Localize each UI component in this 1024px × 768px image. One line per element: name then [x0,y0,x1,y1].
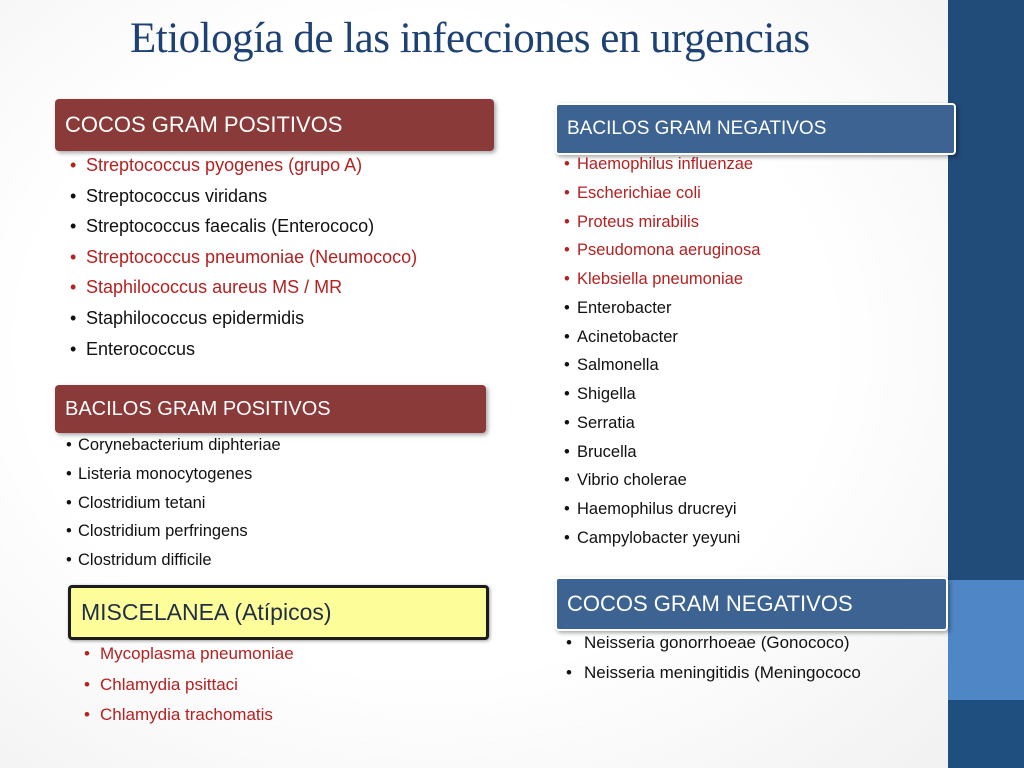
bullet-icon: • [70,246,77,267]
sidebar-dark-band [948,0,1024,580]
list-item-text: Campylobacter yeyuni [577,528,741,547]
list-item [70,247,417,278]
bullet-icon: • [66,493,72,512]
section-header-label: COCOS GRAM POSITIVOS [65,112,343,137]
list-item [564,356,760,385]
list-item-text: Chlamydia trachomatis [100,705,273,725]
list-item-text: Streptococcus pneumoniae (Neumococo) [86,246,418,267]
bullet-icon: • [66,464,72,483]
cocos-gram-negativos-list [566,633,861,692]
list-item [564,471,760,500]
cocos-gram-positivos-header [55,99,494,151]
miscelanea-header [68,585,489,640]
list-item-text: Clostridum difficile [78,551,212,570]
bullet-icon: • [564,442,570,461]
list-item-text: Corynebacterium diphteriae [78,436,281,454]
bullet-icon: • [66,436,72,454]
list-item-text: Clostridium perfringens [78,522,248,541]
list-item [564,443,760,472]
list-item [564,500,760,529]
list-item-text: Neisseria gonorrhoeae (Gonococo) [584,633,850,652]
list-item-text: Enterococcus [86,338,196,359]
list-item [564,328,760,357]
list-item [66,551,281,580]
bullet-icon: • [84,644,90,663]
list-item [66,436,281,465]
list-item [70,155,417,186]
list-item-text: Shigella [577,385,636,403]
list-item [84,675,294,706]
list-item [66,465,281,494]
section-header-label: COCOS GRAM NEGATIVOS [567,591,853,616]
bullet-icon: • [66,551,72,570]
bullet-icon: • [564,356,570,375]
list-item-text: Brucella [577,442,637,461]
bullet-icon: • [70,277,77,298]
bullet-icon: • [564,327,570,346]
bullet-icon: • [564,471,570,490]
list-item-text: Staphilococcus aureus MS / MR [86,277,343,298]
bullet-icon: • [564,500,570,518]
bullet-icon: • [84,674,90,694]
list-item-text: Streptococcus faecalis (Enterococo) [86,216,375,237]
list-item-text: Klebsiella pneumoniae [577,270,744,288]
bullet-icon: • [84,705,90,725]
list-item-text: Salmonella [577,356,659,375]
list-item [70,339,417,370]
sidebar-accent-band [948,580,1024,700]
section-header-label: MISCELANEA (Atípicos) [81,599,332,625]
list-item [564,241,760,270]
bullet-icon: • [564,385,570,403]
section-header-label: BACILOS GRAM NEGATIVOS [567,118,827,139]
bacilos-gram-positivos-list [66,436,281,580]
bullet-icon: • [564,212,570,231]
bullet-icon: • [564,528,570,547]
list-item-text: Neisseria meningitidis (Meningococo [584,662,861,682]
list-item-text: Chlamydia psittaci [100,674,238,694]
bullet-icon: • [566,662,572,682]
list-item-text: Staphilococcus epidermidis [86,307,305,328]
list-item-text: Acinetobacter [577,327,678,346]
list-item [66,494,281,523]
section-header-label: BACILOS GRAM POSITIVOS [65,397,331,420]
list-item [84,705,294,736]
bullet-icon: • [564,155,570,173]
list-item [564,184,760,213]
slide-title: Etiología de las infecciones en urgencias [130,15,810,62]
bullet-icon: • [564,298,570,317]
list-item [564,385,760,414]
cocos-gram-negativos-header [555,577,948,631]
bullet-icon: • [70,338,77,359]
list-item-text: Streptococcus pyogenes (grupo A) [86,155,363,175]
list-item [564,213,760,242]
list-item [70,308,417,339]
bacilos-gram-negativos-list [564,155,760,558]
list-item [566,663,861,693]
list-item-text: Vibrio cholerae [577,471,687,490]
list-item [564,155,760,184]
bullet-icon: • [564,270,570,288]
list-item [70,277,417,308]
bacilos-gram-positivos-header [55,385,486,433]
miscelanea-list [84,644,294,736]
bacilos-gram-negativos-header [555,103,956,155]
bullet-icon: • [70,155,77,175]
list-item [66,522,281,551]
list-item [564,414,760,443]
bullet-icon: • [566,633,572,652]
bullet-icon: • [564,413,570,432]
list-item-text: Clostridium tetani [78,493,206,512]
list-item-text: Mycoplasma pneumoniae [100,644,294,663]
list-item-text: Serratia [577,413,635,432]
list-item-text: Listeria monocytogenes [78,464,253,483]
list-item-text: Streptococcus viridans [86,185,268,206]
list-item [564,529,760,558]
cocos-gram-positivos-list [70,155,417,369]
bullet-icon: • [70,216,77,237]
bullet-icon: • [564,241,570,260]
list-item-text: Escherichiae coli [577,183,701,202]
list-item [564,299,760,328]
list-item-text: Enterobacter [577,298,672,317]
bullet-icon: • [70,307,77,328]
sidebar-bottom-band [948,700,1024,768]
list-item [566,633,861,663]
list-item [84,644,294,675]
list-item-text: Haemophilus influenzae [577,155,754,173]
list-item [564,270,760,299]
list-item-text: Proteus mirabilis [577,212,699,231]
bullet-icon: • [70,185,77,206]
bullet-icon: • [564,183,570,202]
list-item [70,186,417,217]
list-item-text: Pseudomona aeruginosa [577,241,761,260]
list-item [70,216,417,247]
bullet-icon: • [66,522,72,541]
list-item-text: Haemophilus drucreyi [577,500,737,518]
